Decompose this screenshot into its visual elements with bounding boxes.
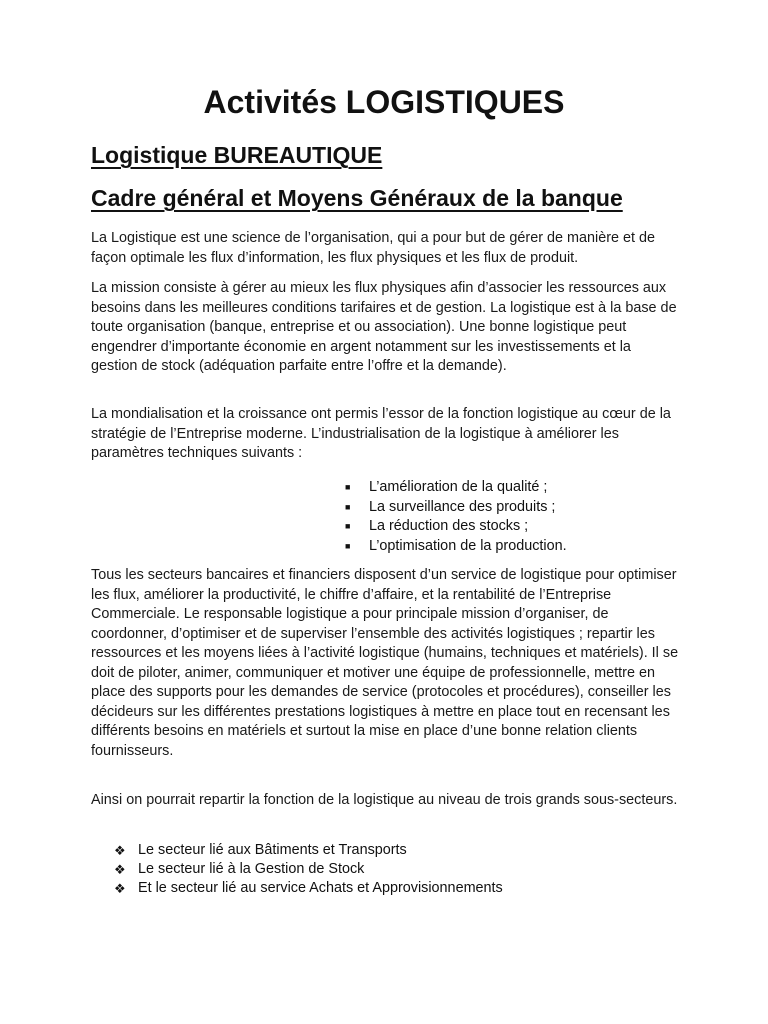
paragraph-secteurs-bancaires: Tous les secteurs bancaires et financiers disposent d’un service de logistique pour optimiser les flux, améliorer la productivité, le chiffre d’affaire, et la rentabilité de l’Entreprise Commerciale. Le responsable logistique a pour principale mission d’organiser, de coordonner, d’optimiser et de superviser l’ensemble des activités logistiques ; repartir les ressources et les moyens liées à l’activité logistique (humains, techniques et matériels). Il se doit de piloter, animer, communiquer et motiver une équipe de professionnelle, mettre en place des supports pour les demandes de service (protocoles et procédures), conseiller les décideurs sur les différentes prestations logistiques à mettre en place tout en recensant les différents besoins en matériels et surtout la mise en place d’une bonne relation clients fournisseurs. bbox=[91, 567, 679, 759]
sectors-list bbox=[114, 841, 503, 898]
list-item-text: Et le secteur lié au service Achats et Approvisionnements bbox=[138, 880, 503, 896]
square-bullet-icon: ■ bbox=[345, 501, 351, 512]
list-item-text: Le secteur lié à la Gestion de Stock bbox=[138, 861, 365, 877]
list-item-text: La réduction des stocks ; bbox=[369, 518, 529, 534]
section-heading-logistique-bureautique: Logistique BUREAUTIQUE bbox=[91, 142, 383, 168]
list-item bbox=[114, 860, 503, 879]
paragraph-repartition: Ainsi on pourrait repartir la fonction de la logistique au niveau de trois grands sous-secteurs. bbox=[91, 792, 678, 808]
diamond-bullet-icon: ❖ bbox=[114, 881, 126, 896]
list-item-text: L’amélioration de la qualité ; bbox=[369, 479, 548, 495]
list-item-text: L’optimisation de la production. bbox=[369, 537, 567, 554]
square-bullet-icon: ■ bbox=[345, 521, 351, 531]
technical-parameters-list bbox=[345, 478, 567, 556]
paragraph-mondialisation: La mondialisation et la croissance ont permis l’essor de la fonction logistique au cœur de la stratégie de l’Entreprise moderne. L’industrialisation de la logistique à améliorer les paramètres techniques suivants : bbox=[91, 406, 671, 461]
document-title: Activités LOGISTIQUES bbox=[203, 84, 565, 120]
square-bullet-icon: ■ bbox=[345, 482, 351, 492]
list-item bbox=[345, 478, 567, 498]
list-item bbox=[114, 841, 503, 860]
list-item bbox=[345, 498, 567, 518]
list-item bbox=[345, 537, 567, 557]
paragraph-definition: La Logistique est une science de l’organisation, qui a pour but de gérer de manière et de façon optimale les flux d’information, les flux physiques et les flux de produit. bbox=[91, 230, 656, 266]
square-bullet-icon: ■ bbox=[345, 540, 351, 551]
diamond-bullet-icon: ❖ bbox=[114, 843, 126, 858]
list-item-text: La surveillance des produits ; bbox=[369, 498, 556, 515]
section-heading-cadre-general: Cadre général et Moyens Généraux de la banque bbox=[91, 185, 623, 211]
list-item bbox=[345, 517, 567, 537]
list-item-text: Le secteur lié aux Bâtiments et Transports bbox=[138, 842, 407, 858]
paragraph-mission: La mission consiste à gérer au mieux les flux physiques afin d’associer les ressources aux besoins dans les meilleures conditions tarifaires et de gestion. La logistique est à la base de toute organisation (banque, entreprise et ou association). Une bonne logistique peut engendrer d’importante économie en argent notamment sur les investissements et la gestion de stock (adéquation parfaite entre l’offre et la demande). bbox=[91, 280, 677, 374]
diamond-bullet-icon: ❖ bbox=[114, 862, 126, 877]
list-item bbox=[114, 879, 503, 898]
